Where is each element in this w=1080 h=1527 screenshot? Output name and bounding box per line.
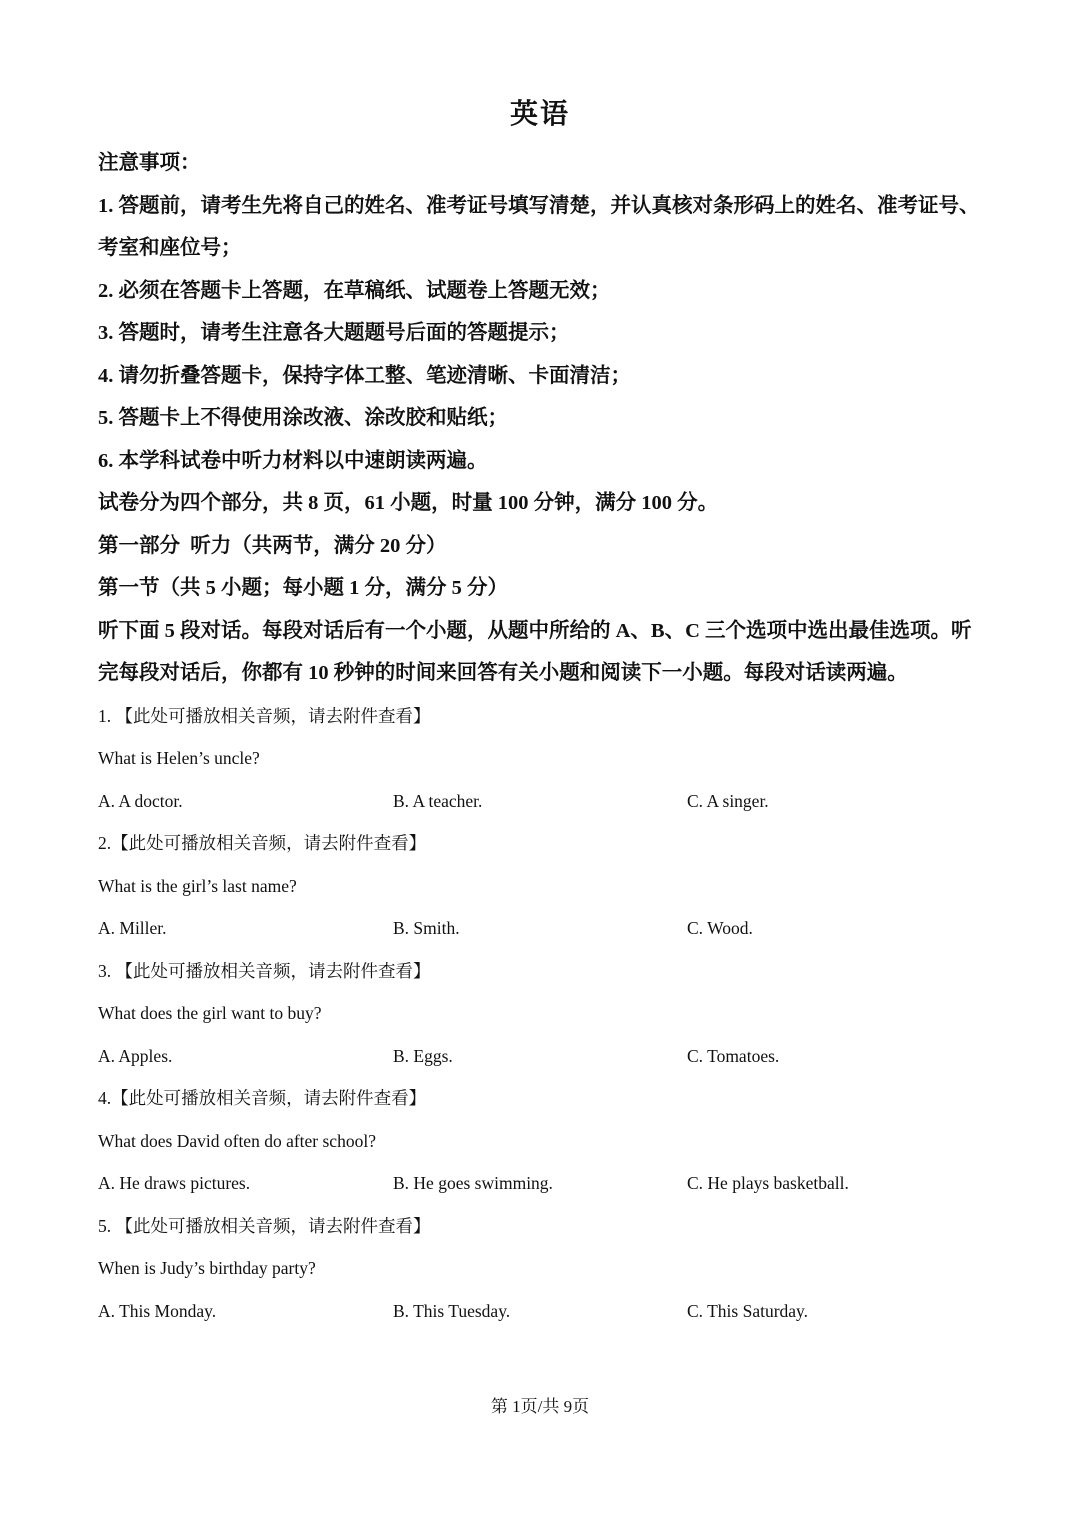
listening-directions: 听下面 5 段对话。每段对话后有一个小题，从题中所给的 A、B、C 三个选项中选出最佳选项。听完每段对话后，你都有 10 秒钟的时间来回答有关小题和阅读下一小题。每段对话读两遍。 xyxy=(98,619,972,684)
exam-info: 试卷分为四个部分，共 8 页，61 小题，时量 100 分钟，满分 100 分。 xyxy=(98,492,719,514)
option-a[interactable]: A. A doctor. xyxy=(98,790,183,811)
options-4 xyxy=(98,1162,988,1205)
option-c[interactable]: C. Tomatoes. xyxy=(687,1045,780,1066)
option-b[interactable]: B. This Tuesday. xyxy=(393,1300,511,1321)
page-content xyxy=(98,142,988,1332)
question-5: When is Judy’s birthday party? xyxy=(98,1258,316,1278)
option-a[interactable]: A. Miller. xyxy=(98,918,167,938)
section-heading: 第一节（共 5 小题；每小题 1 分，满分 5 分） xyxy=(98,577,508,599)
audio-placeholder-5[interactable]: 5. 【此处可播放相关音频，请去附件查看】 xyxy=(98,1215,431,1236)
notice-item-3: 3. 答题时，请考生注意各大题题号后面的答题提示； xyxy=(98,322,570,344)
options-2 xyxy=(98,907,988,950)
option-b[interactable]: B. A teacher. xyxy=(393,790,483,811)
option-b[interactable]: B. Smith. xyxy=(393,918,460,938)
page-title: 英语 xyxy=(509,99,570,130)
options-1 xyxy=(98,780,988,823)
notice-heading: 注意事项： xyxy=(98,152,201,174)
page-number: 第 1页/共 9页 xyxy=(490,1397,590,1416)
audio-placeholder-3[interactable]: 3. 【此处可播放相关音频，请去附件查看】 xyxy=(98,960,431,981)
notice-item-1: 1. 答题前，请考生先将自己的姓名、准考证号填写清楚，并认真核对条形码上的姓名、准考证号、考室和座位号； xyxy=(98,194,980,259)
question-1: What is Helen’s uncle? xyxy=(98,748,260,768)
option-c[interactable]: C. He plays basketball. xyxy=(687,1173,849,1193)
part-heading: 第一部分 听力（共两节，满分 20 分） xyxy=(98,534,447,557)
option-c[interactable]: C. This Saturday. xyxy=(687,1300,809,1321)
options-3 xyxy=(98,1035,988,1078)
notice-item-6: 6. 本学科试卷中听力材料以中速朗读两遍。 xyxy=(98,449,488,472)
option-b[interactable]: B. He goes swimming. xyxy=(393,1173,553,1193)
option-c[interactable]: C. A singer. xyxy=(687,790,769,811)
question-3: What does the girl want to buy? xyxy=(98,1003,322,1023)
notice-item-2: 2. 必须在答题卡上答题，在草稿纸、试题卷上答题无效； xyxy=(98,279,611,302)
question-4: What does David often do after school? xyxy=(98,1130,376,1151)
notice-item-5: 5. 答题卡上不得使用涂改液、涂改胶和贴纸； xyxy=(98,407,508,429)
option-a[interactable]: A. He draws pictures. xyxy=(98,1173,251,1193)
option-a[interactable]: A. This Monday. xyxy=(98,1300,217,1321)
question-2: What is the girl’s last name? xyxy=(98,875,297,896)
option-a[interactable]: A. Apples. xyxy=(98,1045,173,1066)
option-b[interactable]: B. Eggs. xyxy=(393,1045,453,1066)
notice-item-4: 4. 请勿折叠答题卡，保持字体工整、笔迹清晰、卡面清洁； xyxy=(98,364,631,387)
audio-placeholder-1[interactable]: 1. 【此处可播放相关音频，请去附件查看】 xyxy=(98,705,431,726)
option-c[interactable]: C. Wood. xyxy=(687,918,753,938)
options-5 xyxy=(98,1290,988,1333)
audio-placeholder-2[interactable]: 2.【此处可播放相关音频，请去附件查看】 xyxy=(98,833,427,853)
audio-placeholder-4[interactable]: 4.【此处可播放相关音频，请去附件查看】 xyxy=(98,1088,427,1108)
